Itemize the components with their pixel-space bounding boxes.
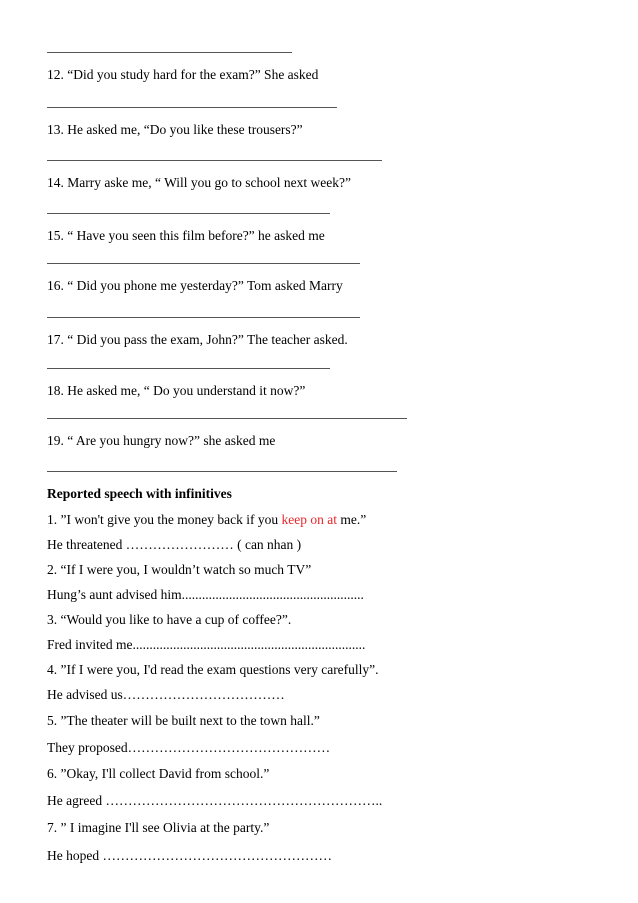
question-13: 13. He asked me, “Do you like these trousers?” [47, 122, 303, 137]
answer-line [47, 368, 330, 369]
answer-line [47, 263, 360, 264]
item-1-question-text: 1. ”I won't give you the money back if you [47, 512, 282, 527]
item-3-answer: Fred invited me..................................................................... [47, 637, 366, 652]
question-16: 16. “ Did you phone me yesterday?” Tom asked Marry [47, 278, 343, 293]
item-1-question-end: me.” [337, 512, 367, 527]
answer-line [47, 213, 330, 214]
item-2-answer: Hung’s aunt advised him...................................................... [47, 587, 364, 602]
question-14: 14. Marry aske me, “ Will you go to school next week?” [47, 175, 352, 190]
item-5-answer: They proposed……………………………………… [47, 740, 331, 755]
item-4-answer: He advised us……………………………… [47, 687, 285, 702]
item-1-answer: He threatened …………………… ( can nhan ) [47, 537, 302, 552]
answer-line [47, 418, 407, 419]
answer-line [47, 471, 397, 472]
item-4-question: 4. ”If I were you, I'd read the exam questions very carefully”. [47, 662, 379, 677]
item-3-question: 3. “Would you like to have a cup of coffee?”. [47, 612, 292, 627]
highlighted-phrase: keep on at [281, 512, 337, 527]
item-1-question [47, 512, 366, 528]
item-5-question: 5. ”The theater will be built next to the town hall.” [47, 713, 320, 728]
answer-line [47, 317, 360, 318]
item-2-question: 2. “If I were you, I wouldn’t watch so much TV” [47, 562, 312, 577]
item-7-answer: He hoped …………………………………………… [47, 848, 332, 863]
question-19: 19. “ Are you hungry now?” she asked me [47, 433, 276, 448]
answer-line [47, 160, 382, 161]
question-15: 15. “ Have you seen this film before?” he asked me [47, 228, 325, 243]
answer-line [47, 107, 337, 108]
section-title: Reported speech with infinitives [47, 486, 232, 501]
question-17: 17. “ Did you pass the exam, John?” The teacher asked. [47, 332, 348, 347]
answer-line [47, 52, 292, 53]
question-12: 12. “Did you study hard for the exam?” She asked [47, 67, 319, 82]
question-18: 18. He asked me, “ Do you understand it now?” [47, 383, 306, 398]
item-6-answer: He agreed …………………………………………………….. [47, 793, 383, 808]
item-7-question: 7. ” I imagine I'll see Olivia at the party.” [47, 820, 270, 835]
item-6-question: 6. ”Okay, I'll collect David from school.” [47, 766, 270, 781]
